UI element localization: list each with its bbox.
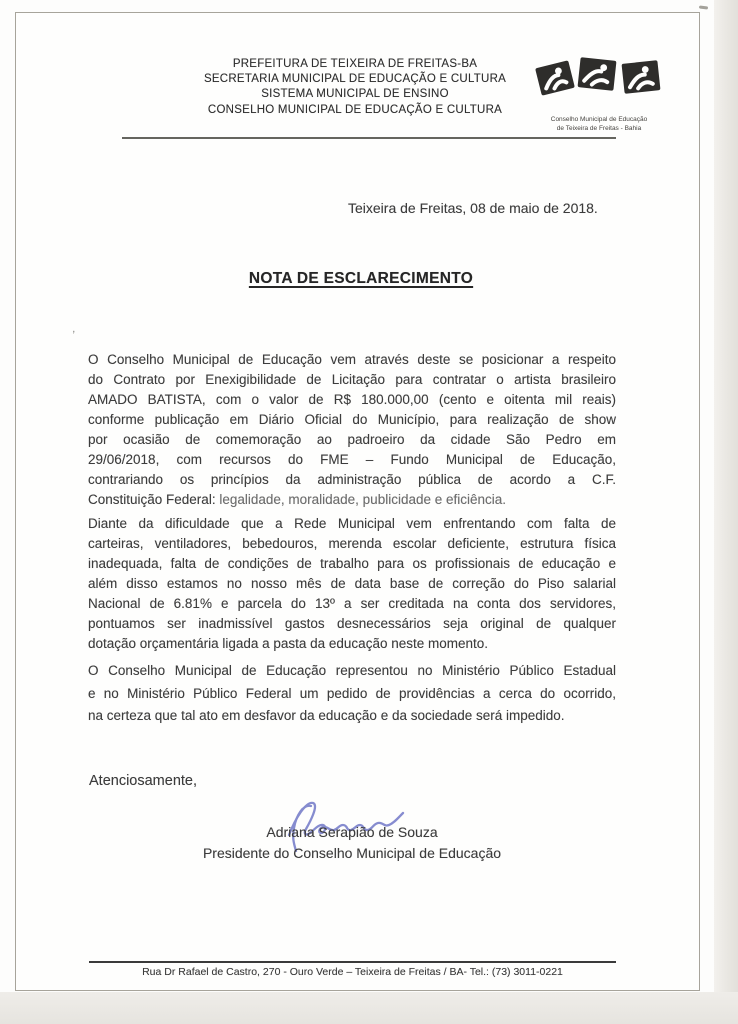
- body-line: do Contrato por Enexigibilidade de Licitação para contratar o artista brasileiro: [88, 372, 616, 387]
- signer-role: Presidente do Conselho Municipal de Educação: [202, 845, 502, 861]
- body-line: Nacional de 6.81% e parcela do 13º a ser creditada na conta dos servidores,: [88, 596, 616, 611]
- body-line: inadequada, falta de condições de trabalho para os profissionais de educação e: [88, 556, 616, 571]
- body-line: além disso estamos no nosso mês de data base de correção do Piso salarial: [88, 576, 616, 591]
- paragraph-3: [88, 660, 616, 728]
- logo-caption-line-2: de Teixeira de Freitas - Bahia: [556, 124, 642, 132]
- paragraph-2: [88, 514, 616, 654]
- body-line: por ocasião de comemoração ao padroeiro da cidade São Pedro em: [88, 432, 616, 447]
- body-line: O Conselho Municipal de Educação representou no Ministério Público Estadual: [88, 663, 616, 678]
- body-line: contrariando os princípios da administração pública de acordo a C.F.: [88, 472, 616, 487]
- body-line: carteiras, ventiladores, bebedouros, merenda escolar deficiente, estrutura física: [88, 536, 616, 551]
- letterhead-line-1: PREFEITURA DE TEIXEIRA DE FREITAS-BA: [232, 58, 478, 70]
- logo-caption-line-1: Conselho Municipal de Educação: [550, 116, 648, 123]
- body-line: pontuamos ser inadmissível gastos desnecessários seja original de qualquer: [88, 616, 616, 631]
- body-line: AMADO BATISTA, com o valor de R$ 180.000,00 (cento e oitenta mil reais): [88, 392, 616, 407]
- document-title: NOTA DE ESCLARECIMENTO: [248, 270, 474, 287]
- signer-name: Adriana Serapião de Souza: [266, 824, 438, 840]
- closing-salutation: Atenciosamente,: [89, 773, 198, 789]
- footer-address: Rua Dr Rafael de Castro, 270 - Ouro Verde – Teixeira de Freitas / BA- Tel.: (73) 3011-0221: [142, 966, 563, 978]
- scan-edge-right: [714, 0, 738, 1024]
- body-line: 29/06/2018, com recursos do FME – Fundo Municipal de Educação,: [88, 452, 616, 467]
- body-line: dotação orçamentária ligada a pasta da educação neste momento.: [88, 636, 489, 651]
- body-line: na certeza que tal ato em desfavor da educação e da sociedade será impedido.: [88, 708, 565, 724]
- body-line: Diante da dificuldade que a Rede Municipal vem enfrentando com falta de: [88, 516, 616, 531]
- cme-logo-icon: [533, 50, 665, 110]
- letterhead-divider: [122, 137, 616, 139]
- letterhead-line-2: SECRETARIA MUNICIPAL DE EDUCAÇÃO E CULTURA: [203, 73, 507, 86]
- letterhead: [120, 57, 590, 118]
- date-line: Teixeira de Freitas, 08 de maio de 2018.: [348, 200, 598, 216]
- body-line: O Conselho Municipal de Educação vem através deste se posicionar a respeito: [88, 352, 616, 367]
- body-line: e no Ministério Público Federal um pedido de providências a cerca do ocorrido,: [88, 685, 616, 701]
- letterhead-line-3: SISTEMA MUNICIPAL DE ENSINO: [261, 88, 449, 101]
- letter-body: [88, 350, 616, 728]
- scan-artifact-speck: [699, 5, 708, 9]
- signature-scribble: [281, 794, 409, 852]
- body-line: conforme publicação em Diário Oficial do Município, para realização de show: [88, 412, 616, 427]
- paragraph-1: [88, 350, 616, 510]
- scan-artifact-mark: ’: [71, 327, 76, 343]
- scan-edge-bottom: [0, 992, 738, 1024]
- cme-logo: [528, 50, 670, 133]
- footer-divider: [89, 961, 616, 963]
- letterhead-line-4: CONSELHO MUNICIPAL DE EDUCAÇÃO E CULTURA: [207, 103, 503, 116]
- body-line: Constituição Federal: legalidade, moralidade, publicidade e eficiência.: [88, 492, 507, 507]
